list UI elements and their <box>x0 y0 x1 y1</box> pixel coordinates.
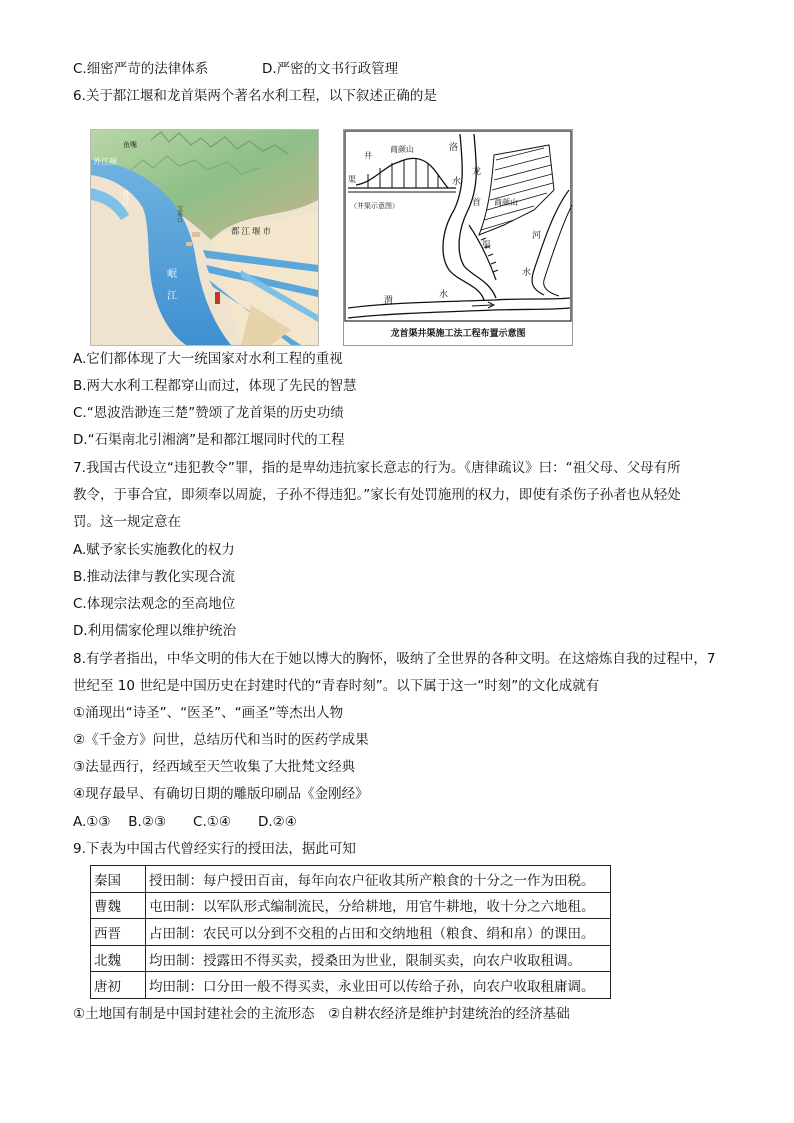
map-label-minjiang: 岷江 <box>164 268 176 312</box>
table-cell-system: 均田制：口分田一般不得买卖，永业田可以传给子孙，向农户收取租庸调。 <box>146 972 611 999</box>
table-row <box>91 945 611 972</box>
table-cell-dynasty: 北魏 <box>91 945 146 972</box>
map-label-city: 都江堰市 <box>231 227 274 237</box>
table-cell-dynasty: 曹魏 <box>91 892 146 919</box>
diagram-label-shui-1: 水 <box>452 177 462 187</box>
diagram-label-shangyanshan-1: 商颜山 <box>390 145 414 154</box>
map-label-yuzui: 鱼嘴 <box>123 141 137 149</box>
table-cell-system: 均田制：授露田不得买卖，授桑田为世业，限制买卖，向农户收取租调。 <box>146 945 611 972</box>
map-label-waijiang-zha: 外江闸 <box>93 157 117 166</box>
diagram-label-wei: 渭 <box>384 296 394 306</box>
q6-option-d: D.“石渠南北引湘漓”是和都江堰同时代的工程 <box>73 432 345 448</box>
diagram-caption: 龙首渠井渠施工法工程布置示意图 <box>390 329 526 339</box>
q6-option-c: C.“恩波浩渺连三楚”赞颂了龙首渠的历史功绩 <box>73 405 344 421</box>
diagram-label-shui-2: 水 <box>522 268 532 278</box>
table-cell-dynasty: 秦国 <box>91 866 146 893</box>
question-8-line-1: 8.有学者指出，中华文明的伟大在于她以博大的胸怀，吸纳了全世界的各种文明。在这熔炼自我的过程中，7 <box>73 651 716 667</box>
q5-option-d: D.严密的文书行政管理 <box>262 61 399 77</box>
question-9: 9.下表为中国古代曾经实行的授田法，据此可知 <box>73 841 356 857</box>
diagram-label-he: 河 <box>532 231 542 241</box>
question-7-line-1: 7.我国古代设立“违犯教令”罪，指的是卑幼违抗家长意志的行为。《唐律疏议》曰：“祖父母、父母有所 <box>73 460 681 476</box>
q8-item-2: ②《千金方》问世，总结历代和当时的医药学成果 <box>73 732 369 748</box>
q5-option-c: C.细密严苛的法律体系 <box>73 61 209 77</box>
table-cell-dynasty: 唐初 <box>91 972 146 999</box>
q7-option-b: B.推动法律与教化实现合流 <box>73 569 236 585</box>
question-6: 6.关于都江堰和龙首渠两个著名水利工程，以下叙述正确的是 <box>73 88 437 104</box>
question-7-line-2: 教令，于事合宜，即须奉以周旋，子孙不得违犯。”家长有处罚施刑的权力，即使有杀伤子孙者也从轻处 <box>73 487 681 503</box>
diagram-label-shui-3: 水 <box>439 290 449 300</box>
dujiangyan-map-image <box>90 129 319 346</box>
longshouqu-diagram <box>343 129 573 346</box>
table-cell-dynasty: 西晋 <box>91 919 146 946</box>
q7-option-d: D.利用儒家伦理以维护统治 <box>73 623 237 639</box>
diagram-label-shangyanshan-2: 商颜山 <box>494 198 518 207</box>
q8-item-3: ③法显西行，经西域至天竺收集了大批梵文经典 <box>73 759 356 775</box>
table-row <box>91 972 611 999</box>
table-row <box>91 892 611 919</box>
q7-option-c: C.体现宗法观念的至高地位 <box>73 596 236 612</box>
q8-item-1: ①涌现出“诗圣”、“医圣”、“画圣”等杰出人物 <box>73 705 344 721</box>
map-label-waijiang: 外江 <box>121 190 131 206</box>
q8-choices: A.①③ B.②③ C.①④ D.②④ <box>73 814 297 830</box>
table-cell-system: 占田制：农民可以分到不交租的占田和交纳地租（粮食、绢和帛）的课田。 <box>146 919 611 946</box>
diagram-label-long: 龙 <box>472 167 482 177</box>
diagram-label-qu: 渠 <box>482 241 492 251</box>
q8-item-4: ④现存最早、有确切日期的雕版印刷品《金刚经》 <box>73 786 369 802</box>
table-row <box>91 866 611 893</box>
table-row <box>91 919 611 946</box>
q7-option-a: A.赋予家长实施教化的权力 <box>73 542 235 558</box>
diagram-label-qu-inset: 渠 <box>348 175 356 184</box>
question-7-line-3: 罚。这一规定意在 <box>73 514 181 530</box>
diagram-label-luo: 洛 <box>449 143 459 153</box>
table-cell-system: 屯田制：以军队形式编制流民，分给耕地，用官牛耕地，收十分之六地租。 <box>146 892 611 919</box>
q9-items-1-2: ①土地国有制是中国封建社会的主流形态 ②自耕农经济是维护封建统治的经济基础 <box>73 1006 570 1022</box>
map-label-baopingkou: 宝瓶口 <box>175 205 183 223</box>
q6-option-a: A.它们都体现了大一统国家对水利工程的重视 <box>73 351 343 367</box>
land-system-table <box>90 865 611 999</box>
q6-option-b: B.两大水利工程都穿山而过，体现了先民的智慧 <box>73 378 357 394</box>
question-8-line-2: 世纪至 10 世纪是中国历史在封建时代的“青春时刻”。以下属于这一“时刻”的文化成就有 <box>73 678 600 694</box>
diagram-label-jing: 井 <box>364 151 372 160</box>
table-cell-system: 授田制：每户授田百亩，每年向农户征收其所产粮食的十分之一作为田税。 <box>146 866 611 893</box>
diagram-label-shou: 首 <box>472 198 482 208</box>
inset-caption: （井渠示意图） <box>350 202 399 210</box>
